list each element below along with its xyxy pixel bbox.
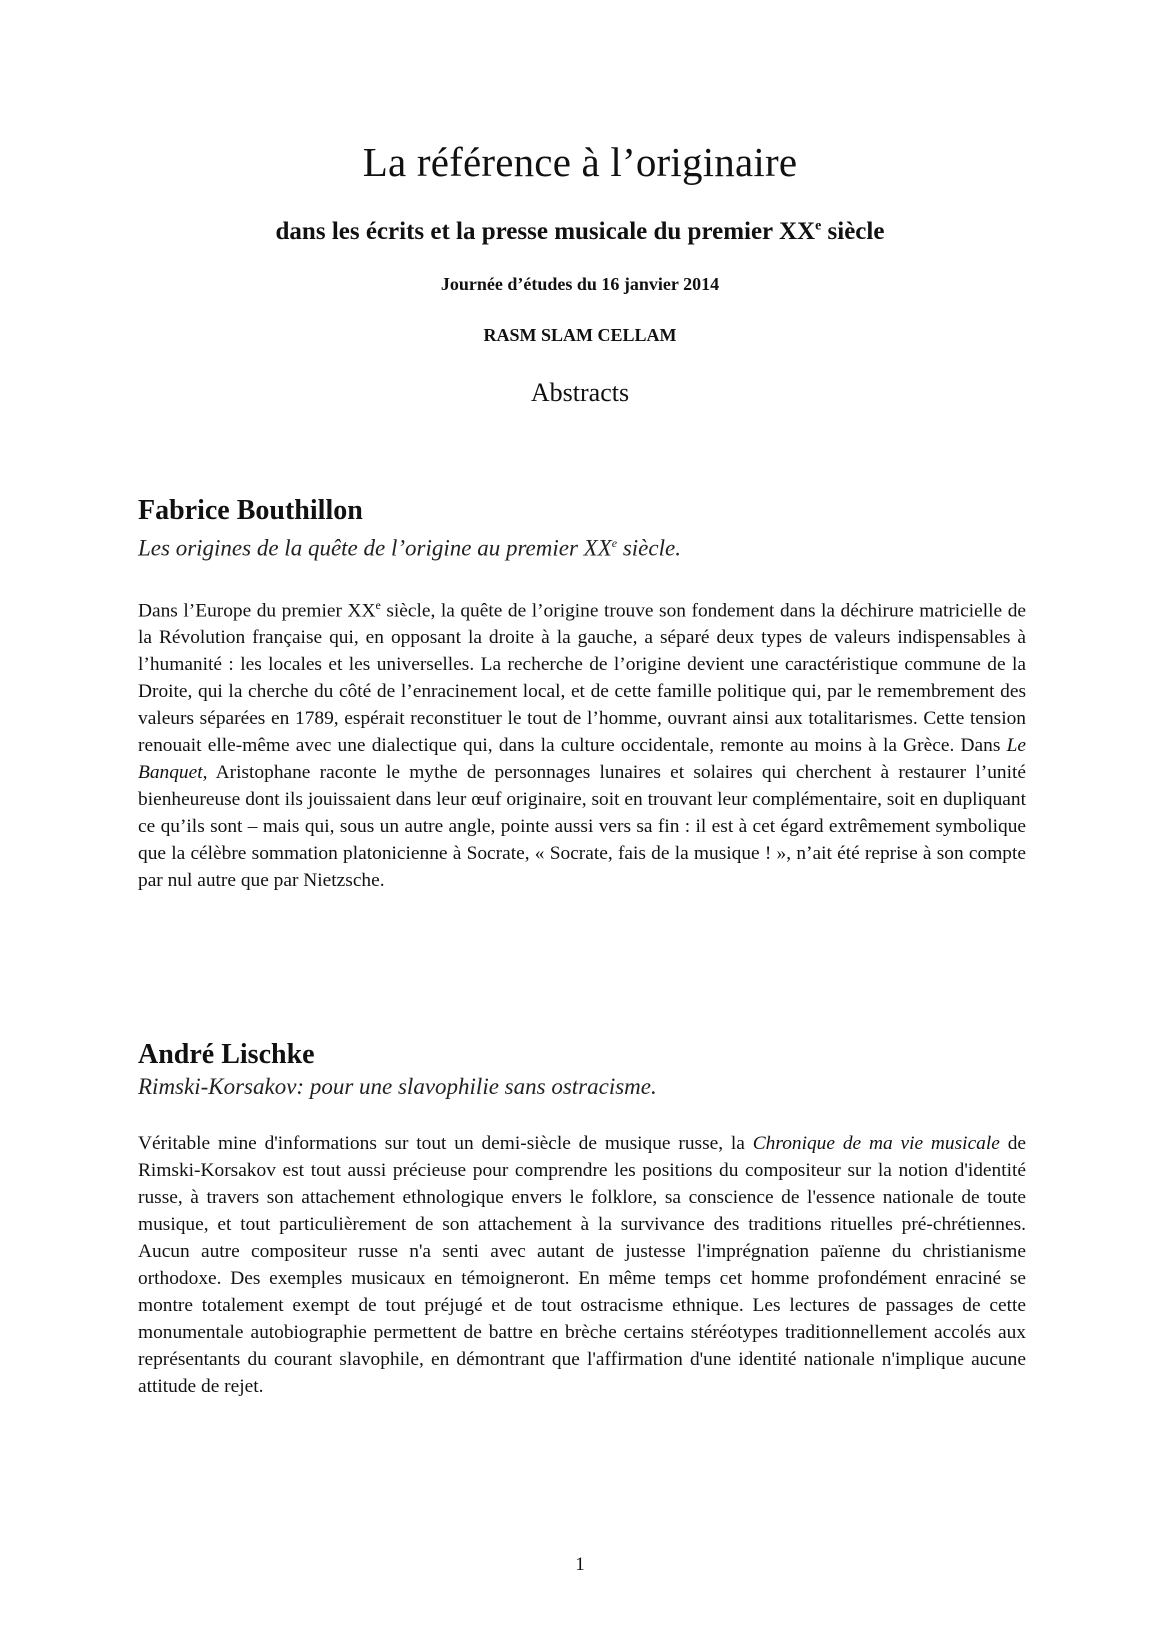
abstract-text: siècle, la quête de l’origine trouve son fondement dans la déchirure matricielle de la Révolution française qui, en opposant la droite à la gauche, a séparé deux types de valeurs indispensables à l’humanité : les locales et les universelles. La recherche de l’origine devient une caractéristique commune de la Droite, qui la cherche du côté de l’enracinement local, et de cette famille politique qui, par le remembrement des valeurs séparées en 1789, espérait reconstituer le tout de l’homme, ouvrant ainsi aux totalitarismes. Cette tension renouait elle-même avec une dialectique qui, dans la culture occidentale, remonte au moins à la Grèce. Dans: [138, 600, 1026, 757]
abstract-section-bouthillon: [138, 494, 1026, 894]
paper-title-superscript: e: [611, 536, 618, 550]
page-number: 1: [575, 1554, 585, 1575]
abstract-paragraph: [138, 592, 1026, 894]
subtitle-text: dans les écrits et la presse musicale du premier XX: [275, 218, 816, 245]
abstract-section-lischke: [138, 1038, 1026, 1400]
abstract-italic-text: Chronique de ma vie musicale: [752, 1133, 1000, 1154]
organization-name: RASM SLAM CELLAM: [483, 325, 677, 345]
author-name: Fabrice Bouthillon: [138, 495, 363, 526]
abstract-superscript: e: [375, 597, 381, 612]
abstracts-heading: Abstracts: [530, 378, 630, 407]
author-name: André Lischke: [138, 1039, 315, 1070]
event-date: Journée d’études du 16 janvier 2014: [440, 274, 720, 294]
subtitle-superscript: e: [815, 218, 822, 234]
paper-title: Rimski-Korsakov: pour une slavophilie sans ostracisme.: [138, 1074, 657, 1099]
paper-title-text-end: siècle.: [617, 535, 681, 561]
abstract-text: de Rimski-Korsakov est tout aussi précieuse pour comprendre les positions du compositeur sur la notion d'identité russe, à travers son attachement ethnologique envers le folklore, sa conscience de l'essence nationale de toute musique, et tout particulièrement de son attachement à la survivance des traditions rituelles pré-chrétiennes. Aucun autre compositeur russe n'a senti avec autant de justesse l'imprégnation païenne du christianisme orthodoxe. Des exemples musicaux en témoigneront. En même temps cet homme profondément enraciné se montre totalement exempt de tout préjugé et de tout ostracisme ethnique. Les lectures de passages de cette monumentale autobiographie permettent de battre en brèche certains stéréotypes traditionnellement accolés aux représentants du courant slavophile, en démontrant que l'affirmation d'une identité nationale n'implique aucune attitude de rejet.: [138, 1133, 1027, 1397]
subtitle-text-end: siècle: [821, 218, 885, 245]
abstract-text: Véritable mine d'informations sur tout un demi-siècle de musique russe, la: [138, 1133, 753, 1154]
abstract-paragraph: [138, 1130, 1026, 1400]
document-title: La référence à l’originaire: [362, 139, 798, 185]
abstract-text: Dans l’Europe du premier XX: [138, 600, 376, 622]
paper-title: [138, 528, 1026, 564]
abstract-italic-text: Le Banquet: [138, 735, 1026, 784]
abstract-text: , Aristophane raconte le mythe de personnages lunaires et solaires qui cherchent à restaurer l’unité bienheureuse dont ils jouissaient dans leur œuf originaire, soit en trouvant leur complémentaire, soit en dupliquant ce qu’ils sont – mais qui, sous un autre angle, pointe aussi vers sa fin : il est à cet égard extrêmement symbolique que la célèbre sommation platonicienne à Socrate, « Socrate, fais de la musique ! », n’ait été reprise à son compte par nul autre que par Nietzsche.: [138, 762, 1026, 892]
paper-title-text: Les origines de la quête de l’origine au premier XX: [138, 535, 612, 561]
document-subtitle: [0, 218, 1160, 246]
